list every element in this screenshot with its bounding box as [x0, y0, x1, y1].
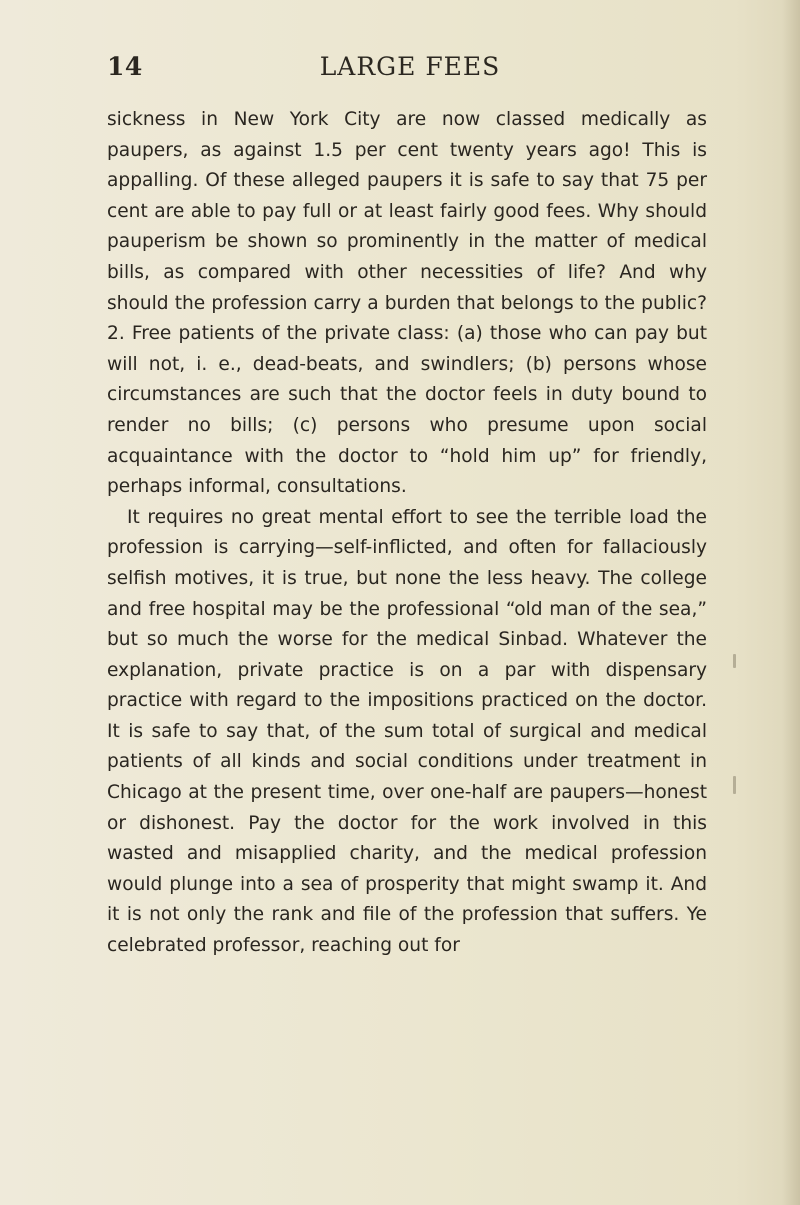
body-text [107, 105, 707, 962]
page-number: 14 [107, 52, 143, 81]
margin-speck [733, 776, 736, 794]
paragraph-continued: sickness in New York City are now classed medically as paupers, as against 1.5 per cent twenty years ago! This is appalling. Of these alleged paupers it is safe to say that 75 per cent are able to pay full or at least fairly good fees. Why should pauperism be shown so prominently in the matter of medical bills, as compared with other necessities of life? And why should the profession carry a burden that belongs to the public? 2. Free patients of the private class: (a) those who can pay but will not, i. e., dead-beats, and swindlers; (b) persons whose circumstances are such that the doctor feels in duty bound to render no bills; (c) persons who presume upon social acquaintance with the doctor to “hold him up” for friendly, perhaps informal, consultations. [107, 109, 707, 498]
page-edge-shadow [782, 0, 800, 1205]
margin-speck [733, 654, 736, 668]
paragraph: It requires no great mental effort to see the terrible load the profession is carrying—self-inflicted, and often for fallaciously selfish motives, it is true, but none the less heavy. The college and free hospital may be the professional “old man of the sea,” but so much the worse for the medical Sinbad. Whatever the explanation, private practice is on a par with dispensary practice with regard to the impositions practiced on the doctor. It is safe to say that, of the sum total of surgical and medical patients of all kinds and social conditions under treatment in Chicago at the present time, over one-half are paupers—honest or dishonest. Pay the doctor for the work involved in this wasted and misapplied charity, and the medical profession would plunge into a sea of prosperity that might swamp it. And it is not only the rank and file of the profession that suffers. Ye celebrated professor, reaching out for [107, 506, 707, 957]
running-title: LARGE FEES [319, 52, 501, 81]
